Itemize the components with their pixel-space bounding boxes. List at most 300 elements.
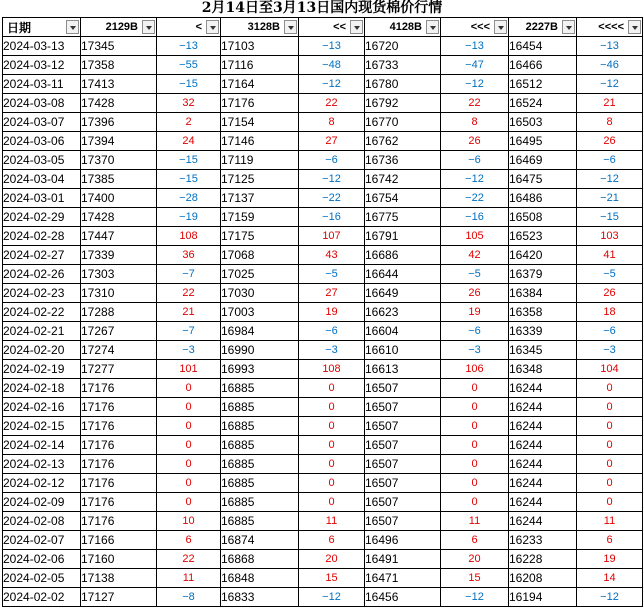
price-2227b-cell[interactable]: 16454 [509, 37, 577, 56]
change-2129b-cell[interactable]: 0 [157, 493, 221, 512]
price-2227b-cell[interactable]: 16244 [509, 379, 577, 398]
price-2227b-cell[interactable]: 16508 [509, 208, 577, 227]
price-2227b-cell[interactable]: 16244 [509, 493, 577, 512]
price-2129b-cell[interactable]: 17396 [81, 113, 157, 132]
change-2129b-cell[interactable]: 32 [157, 94, 221, 113]
change-2227b-cell[interactable]: −6 [577, 322, 643, 341]
change-2129b-cell[interactable]: 24 [157, 132, 221, 151]
price-2227b-cell[interactable]: 16194 [509, 588, 577, 607]
change-2227b-cell[interactable]: 41 [577, 246, 643, 265]
change-3128b-cell[interactable]: 27 [299, 132, 365, 151]
change-2227b-cell[interactable]: 0 [577, 398, 643, 417]
change-3128b-cell[interactable]: −6 [299, 151, 365, 170]
price-4128b-cell[interactable]: 16736 [365, 151, 441, 170]
price-2129b-cell[interactable]: 17428 [81, 94, 157, 113]
price-2227b-cell[interactable]: 16244 [509, 455, 577, 474]
price-4128b-cell[interactable]: 16613 [365, 360, 441, 379]
price-2227b-cell[interactable]: 16358 [509, 303, 577, 322]
price-3128b-cell[interactable]: 17003 [221, 303, 299, 322]
change-4128b-cell[interactable]: −5 [441, 265, 509, 284]
price-2227b-cell[interactable]: 16345 [509, 341, 577, 360]
price-2129b-cell[interactable]: 17345 [81, 37, 157, 56]
change-2129b-cell[interactable]: −13 [157, 37, 221, 56]
price-4128b-cell[interactable]: 16507 [365, 436, 441, 455]
date-cell[interactable]: 2024-02-22 [3, 303, 81, 322]
price-3128b-cell[interactable]: 16885 [221, 379, 299, 398]
change-4128b-cell[interactable]: 19 [441, 303, 509, 322]
price-4128b-cell[interactable]: 16610 [365, 341, 441, 360]
date-cell[interactable]: 2024-02-06 [3, 550, 81, 569]
date-cell[interactable]: 2024-03-11 [3, 75, 81, 94]
header-label: < [195, 21, 202, 33]
change-3128b-cell[interactable]: 8 [299, 113, 365, 132]
price-3128b-cell[interactable]: 17164 [221, 75, 299, 94]
change-3128b-cell[interactable]: 0 [299, 493, 365, 512]
price-4128b-cell[interactable]: 16686 [365, 246, 441, 265]
price-2129b-cell[interactable]: 17358 [81, 56, 157, 75]
change-2227b-cell[interactable]: 26 [577, 284, 643, 303]
change-4128b-cell[interactable]: 0 [441, 398, 509, 417]
price-3128b-cell[interactable]: 17030 [221, 284, 299, 303]
change-3128b-cell[interactable]: 20 [299, 550, 365, 569]
price-2227b-cell[interactable]: 16384 [509, 284, 577, 303]
change-3128b-cell[interactable]: 27 [299, 284, 365, 303]
date-cell[interactable]: 2024-02-18 [3, 379, 81, 398]
header-label: 2227B [525, 21, 558, 33]
change-2227b-cell[interactable]: 8 [577, 113, 643, 132]
date-cell[interactable]: 2024-03-01 [3, 189, 81, 208]
date-cell[interactable]: 2024-02-07 [3, 531, 81, 550]
price-4128b-cell[interactable]: 16507 [365, 474, 441, 493]
change-3128b-cell[interactable]: −16 [299, 208, 365, 227]
change-4128b-cell[interactable]: −3 [441, 341, 509, 360]
change-4128b-cell[interactable]: 26 [441, 132, 509, 151]
chevron-down-icon[interactable] [350, 20, 363, 34]
date-cell[interactable]: 2024-02-23 [3, 284, 81, 303]
change-2227b-cell[interactable]: 19 [577, 550, 643, 569]
change-3128b-cell[interactable]: −6 [299, 322, 365, 341]
price-4128b-cell[interactable]: 16496 [365, 531, 441, 550]
price-4128b-cell[interactable]: 16649 [365, 284, 441, 303]
date-cell[interactable]: 2024-02-16 [3, 398, 81, 417]
price-3128b-cell[interactable]: 17116 [221, 56, 299, 75]
price-2129b-cell[interactable]: 17303 [81, 265, 157, 284]
change-2227b-cell[interactable]: 18 [577, 303, 643, 322]
price-2227b-cell[interactable]: 16495 [509, 132, 577, 151]
date-cell[interactable]: 2024-02-14 [3, 436, 81, 455]
change-4128b-cell[interactable]: −47 [441, 56, 509, 75]
price-3128b-cell[interactable]: 16833 [221, 588, 299, 607]
change-2227b-cell[interactable]: 0 [577, 493, 643, 512]
change-4128b-cell[interactable]: 26 [441, 284, 509, 303]
price-2129b-cell[interactable]: 17176 [81, 493, 157, 512]
price-2129b-cell[interactable]: 17267 [81, 322, 157, 341]
price-2129b-cell[interactable]: 17447 [81, 227, 157, 246]
price-3128b-cell[interactable]: 17175 [221, 227, 299, 246]
price-2129b-cell[interactable]: 17385 [81, 170, 157, 189]
price-4128b-cell[interactable]: 16471 [365, 569, 441, 588]
price-2129b-cell[interactable]: 17176 [81, 455, 157, 474]
header-label: <<< [470, 21, 490, 33]
price-4128b-cell[interactable]: 16491 [365, 550, 441, 569]
change-2227b-cell[interactable]: −12 [577, 588, 643, 607]
price-2129b-cell[interactable]: 17160 [81, 550, 157, 569]
change-2129b-cell[interactable]: −55 [157, 56, 221, 75]
date-cell[interactable]: 2024-02-05 [3, 569, 81, 588]
change-2227b-cell[interactable]: 6 [577, 531, 643, 550]
date-cell[interactable]: 2024-02-28 [3, 227, 81, 246]
table-row [3, 151, 643, 170]
price-4128b-cell[interactable]: 16507 [365, 493, 441, 512]
date-cell[interactable]: 2024-03-06 [3, 132, 81, 151]
date-cell[interactable]: 2024-03-13 [3, 37, 81, 56]
change-3128b-cell[interactable]: −5 [299, 265, 365, 284]
price-3128b-cell[interactable]: 17146 [221, 132, 299, 151]
change-3128b-cell[interactable]: 0 [299, 417, 365, 436]
date-cell[interactable]: 2024-03-12 [3, 56, 81, 75]
change-2129b-cell[interactable]: −19 [157, 208, 221, 227]
change-4128b-cell[interactable]: 11 [441, 512, 509, 531]
price-4128b-cell[interactable]: 16720 [365, 37, 441, 56]
table-row [3, 246, 643, 265]
header-label: <<<< [598, 21, 624, 33]
change-3128b-cell[interactable]: 0 [299, 379, 365, 398]
price-4128b-cell[interactable]: 16507 [365, 379, 441, 398]
change-3128b-cell[interactable]: 19 [299, 303, 365, 322]
price-2227b-cell[interactable]: 16339 [509, 322, 577, 341]
price-3128b-cell[interactable]: 16885 [221, 512, 299, 531]
price-2227b-cell[interactable]: 16379 [509, 265, 577, 284]
date-cell[interactable]: 2024-03-04 [3, 170, 81, 189]
change-2129b-cell[interactable]: 101 [157, 360, 221, 379]
price-4128b-cell[interactable]: 16507 [365, 398, 441, 417]
price-2129b-cell[interactable]: 17370 [81, 151, 157, 170]
price-3128b-cell[interactable]: 17103 [221, 37, 299, 56]
change-3128b-cell[interactable]: −12 [299, 75, 365, 94]
date-cell[interactable]: 2024-02-26 [3, 265, 81, 284]
price-2129b-cell[interactable]: 17274 [81, 341, 157, 360]
change-2129b-cell[interactable]: 0 [157, 417, 221, 436]
change-2129b-cell[interactable]: 22 [157, 550, 221, 569]
table-row [3, 531, 643, 550]
price-3128b-cell[interactable]: 17119 [221, 151, 299, 170]
change-3128b-cell[interactable]: −12 [299, 588, 365, 607]
change-2129b-cell[interactable]: 36 [157, 246, 221, 265]
change-2129b-cell[interactable]: −15 [157, 75, 221, 94]
price-3128b-cell[interactable]: 16848 [221, 569, 299, 588]
price-2227b-cell[interactable]: 16244 [509, 436, 577, 455]
change-2227b-cell[interactable]: −12 [577, 75, 643, 94]
change-2129b-cell[interactable]: 21 [157, 303, 221, 322]
date-cell[interactable]: 2024-03-05 [3, 151, 81, 170]
date-cell[interactable]: 2024-02-19 [3, 360, 81, 379]
price-3128b-cell[interactable]: 17068 [221, 246, 299, 265]
price-2129b-cell[interactable]: 17400 [81, 189, 157, 208]
date-cell[interactable]: 2024-02-21 [3, 322, 81, 341]
price-2227b-cell[interactable]: 16228 [509, 550, 577, 569]
change-2227b-cell[interactable]: 0 [577, 417, 643, 436]
date-cell[interactable]: 2024-02-27 [3, 246, 81, 265]
price-2129b-cell[interactable]: 17310 [81, 284, 157, 303]
change-2129b-cell[interactable]: 0 [157, 455, 221, 474]
chevron-down-icon[interactable] [426, 20, 439, 34]
price-3128b-cell[interactable]: 16885 [221, 398, 299, 417]
price-2227b-cell[interactable]: 16233 [509, 531, 577, 550]
price-2227b-cell[interactable]: 16244 [509, 417, 577, 436]
price-4128b-cell[interactable]: 16792 [365, 94, 441, 113]
price-2227b-cell[interactable]: 16244 [509, 512, 577, 531]
change-2227b-cell[interactable]: 0 [577, 455, 643, 474]
change-4128b-cell[interactable]: 6 [441, 531, 509, 550]
price-4128b-cell[interactable]: 16507 [365, 455, 441, 474]
change-2129b-cell[interactable]: 2 [157, 113, 221, 132]
price-2129b-cell[interactable]: 17288 [81, 303, 157, 322]
price-2129b-cell[interactable]: 17127 [81, 588, 157, 607]
price-2227b-cell[interactable]: 16420 [509, 246, 577, 265]
change-2227b-cell[interactable]: −3 [577, 341, 643, 360]
price-2227b-cell[interactable]: 16244 [509, 474, 577, 493]
chevron-down-icon[interactable] [494, 20, 507, 34]
price-4128b-cell[interactable]: 16742 [365, 170, 441, 189]
price-2227b-cell[interactable]: 16524 [509, 94, 577, 113]
change-3128b-cell[interactable]: −48 [299, 56, 365, 75]
change-4128b-cell[interactable]: −16 [441, 208, 509, 227]
price-3128b-cell[interactable]: 17159 [221, 208, 299, 227]
change-2129b-cell[interactable]: −28 [157, 189, 221, 208]
price-2227b-cell[interactable]: 16466 [509, 56, 577, 75]
chevron-down-icon[interactable] [206, 20, 219, 34]
price-3128b-cell[interactable]: 17137 [221, 189, 299, 208]
price-2129b-cell[interactable]: 17413 [81, 75, 157, 94]
date-cell[interactable]: 2024-02-02 [3, 588, 81, 607]
change-2129b-cell[interactable]: 0 [157, 474, 221, 493]
change-3128b-cell[interactable]: 15 [299, 569, 365, 588]
chevron-down-icon[interactable] [628, 20, 641, 34]
change-4128b-cell[interactable]: 0 [441, 474, 509, 493]
change-2227b-cell[interactable]: 21 [577, 94, 643, 113]
change-4128b-cell[interactable]: 42 [441, 246, 509, 265]
price-4128b-cell[interactable]: 16780 [365, 75, 441, 94]
change-2129b-cell[interactable]: 11 [157, 569, 221, 588]
date-cell[interactable]: 2024-02-29 [3, 208, 81, 227]
price-2129b-cell[interactable]: 17428 [81, 208, 157, 227]
change-3128b-cell[interactable]: −22 [299, 189, 365, 208]
change-2129b-cell[interactable]: 108 [157, 227, 221, 246]
change-2227b-cell[interactable]: 0 [577, 474, 643, 493]
change-4128b-cell[interactable]: −13 [441, 37, 509, 56]
price-3128b-cell[interactable]: 16885 [221, 493, 299, 512]
change-3128b-cell[interactable]: 0 [299, 474, 365, 493]
header-change-1 [157, 18, 221, 37]
change-2227b-cell[interactable]: −5 [577, 265, 643, 284]
price-2227b-cell[interactable]: 16523 [509, 227, 577, 246]
price-3128b-cell[interactable]: 17125 [221, 170, 299, 189]
change-2129b-cell[interactable]: −15 [157, 151, 221, 170]
change-2227b-cell[interactable]: −46 [577, 56, 643, 75]
price-4128b-cell[interactable]: 16507 [365, 417, 441, 436]
change-2227b-cell[interactable]: 0 [577, 436, 643, 455]
price-2227b-cell[interactable]: 16512 [509, 75, 577, 94]
table-row [3, 113, 643, 132]
date-cell[interactable]: 2024-02-13 [3, 455, 81, 474]
table-row [3, 398, 643, 417]
price-2227b-cell[interactable]: 16503 [509, 113, 577, 132]
price-2227b-cell[interactable]: 16475 [509, 170, 577, 189]
price-3128b-cell[interactable]: 17154 [221, 113, 299, 132]
change-3128b-cell[interactable]: −3 [299, 341, 365, 360]
change-3128b-cell[interactable]: 11 [299, 512, 365, 531]
price-4128b-cell[interactable]: 16733 [365, 56, 441, 75]
price-3128b-cell[interactable]: 16885 [221, 436, 299, 455]
change-4128b-cell[interactable]: −22 [441, 189, 509, 208]
price-4128b-cell[interactable]: 16762 [365, 132, 441, 151]
change-4128b-cell[interactable]: 0 [441, 493, 509, 512]
change-4128b-cell[interactable]: 106 [441, 360, 509, 379]
change-3128b-cell[interactable]: 6 [299, 531, 365, 550]
price-3128b-cell[interactable]: 16990 [221, 341, 299, 360]
price-2227b-cell[interactable]: 16469 [509, 151, 577, 170]
price-2129b-cell[interactable]: 17176 [81, 398, 157, 417]
header-label: 3128B [247, 21, 280, 33]
change-3128b-cell[interactable]: 108 [299, 360, 365, 379]
date-cell[interactable]: 2024-03-08 [3, 94, 81, 113]
change-2129b-cell[interactable]: 10 [157, 512, 221, 531]
change-2227b-cell[interactable]: −15 [577, 208, 643, 227]
price-4128b-cell[interactable]: 16456 [365, 588, 441, 607]
change-2129b-cell[interactable]: 6 [157, 531, 221, 550]
price-3128b-cell[interactable]: 16868 [221, 550, 299, 569]
header-4128b [365, 18, 441, 37]
price-2129b-cell[interactable]: 17176 [81, 512, 157, 531]
price-2129b-cell[interactable]: 17176 [81, 417, 157, 436]
price-4128b-cell[interactable]: 16507 [365, 512, 441, 531]
change-4128b-cell[interactable]: −6 [441, 322, 509, 341]
price-2129b-cell[interactable]: 17166 [81, 531, 157, 550]
change-2227b-cell[interactable]: 14 [577, 569, 643, 588]
table-row [3, 208, 643, 227]
table-row [3, 303, 643, 322]
change-3128b-cell[interactable]: −12 [299, 170, 365, 189]
date-cell[interactable]: 2024-02-20 [3, 341, 81, 360]
date-cell[interactable]: 2024-02-15 [3, 417, 81, 436]
table-row [3, 512, 643, 531]
price-3128b-cell[interactable]: 16885 [221, 474, 299, 493]
date-cell[interactable]: 2024-02-08 [3, 512, 81, 531]
table-row [3, 94, 643, 113]
price-3128b-cell[interactable]: 16984 [221, 322, 299, 341]
change-2129b-cell[interactable]: 0 [157, 436, 221, 455]
change-2129b-cell[interactable]: 22 [157, 284, 221, 303]
price-2129b-cell[interactable]: 17394 [81, 132, 157, 151]
change-2227b-cell[interactable]: 104 [577, 360, 643, 379]
chevron-down-icon[interactable] [66, 20, 79, 34]
table-row [3, 588, 643, 607]
price-2129b-cell[interactable]: 17176 [81, 474, 157, 493]
change-2129b-cell[interactable]: −8 [157, 588, 221, 607]
price-3128b-cell[interactable]: 16885 [221, 417, 299, 436]
table-row [3, 417, 643, 436]
price-4128b-cell[interactable]: 16770 [365, 113, 441, 132]
price-4128b-cell[interactable]: 16644 [365, 265, 441, 284]
price-3128b-cell[interactable]: 16874 [221, 531, 299, 550]
change-4128b-cell[interactable]: 20 [441, 550, 509, 569]
change-4128b-cell[interactable]: 15 [441, 569, 509, 588]
change-2227b-cell[interactable]: 103 [577, 227, 643, 246]
table-row [3, 170, 643, 189]
price-4128b-cell[interactable]: 16791 [365, 227, 441, 246]
change-4128b-cell[interactable]: 0 [441, 436, 509, 455]
price-2129b-cell[interactable]: 17176 [81, 436, 157, 455]
price-4128b-cell[interactable]: 16775 [365, 208, 441, 227]
change-2227b-cell[interactable]: 0 [577, 379, 643, 398]
change-3128b-cell[interactable]: 0 [299, 455, 365, 474]
change-2227b-cell[interactable]: −6 [577, 151, 643, 170]
price-2227b-cell[interactable]: 16348 [509, 360, 577, 379]
change-4128b-cell[interactable]: −12 [441, 170, 509, 189]
change-2129b-cell[interactable]: −7 [157, 265, 221, 284]
change-2227b-cell[interactable]: −12 [577, 170, 643, 189]
change-4128b-cell[interactable]: 0 [441, 379, 509, 398]
price-2227b-cell[interactable]: 16486 [509, 189, 577, 208]
change-3128b-cell[interactable]: −13 [299, 37, 365, 56]
change-4128b-cell[interactable]: −12 [441, 75, 509, 94]
change-4128b-cell[interactable]: 22 [441, 94, 509, 113]
change-3128b-cell[interactable]: 22 [299, 94, 365, 113]
price-3128b-cell[interactable]: 17025 [221, 265, 299, 284]
price-2129b-cell[interactable]: 17138 [81, 569, 157, 588]
price-4128b-cell[interactable]: 16623 [365, 303, 441, 322]
price-3128b-cell[interactable]: 16993 [221, 360, 299, 379]
change-2227b-cell[interactable]: 11 [577, 512, 643, 531]
change-2227b-cell[interactable]: 26 [577, 132, 643, 151]
price-2129b-cell[interactable]: 17277 [81, 360, 157, 379]
change-2227b-cell[interactable]: −13 [577, 37, 643, 56]
table-row [3, 341, 643, 360]
price-3128b-cell[interactable]: 17176 [221, 94, 299, 113]
price-2129b-cell[interactable]: 17176 [81, 379, 157, 398]
date-cell[interactable]: 2024-03-07 [3, 113, 81, 132]
change-4128b-cell[interactable]: −12 [441, 588, 509, 607]
change-2129b-cell[interactable]: 0 [157, 398, 221, 417]
change-4128b-cell[interactable]: 105 [441, 227, 509, 246]
sheet-title: 2月14日至3月13日国内现货棉价行情 [201, 0, 443, 16]
chevron-down-icon[interactable] [562, 20, 575, 34]
change-3128b-cell[interactable]: 107 [299, 227, 365, 246]
change-2129b-cell[interactable]: −3 [157, 341, 221, 360]
date-cell[interactable]: 2024-02-09 [3, 493, 81, 512]
price-4128b-cell[interactable]: 16754 [365, 189, 441, 208]
change-4128b-cell[interactable]: 8 [441, 113, 509, 132]
price-3128b-cell[interactable]: 16885 [221, 455, 299, 474]
price-2227b-cell[interactable]: 16244 [509, 398, 577, 417]
change-2129b-cell[interactable]: −15 [157, 170, 221, 189]
price-2129b-cell[interactable]: 17339 [81, 246, 157, 265]
change-3128b-cell[interactable]: 0 [299, 398, 365, 417]
price-4128b-cell[interactable]: 16604 [365, 322, 441, 341]
change-3128b-cell[interactable]: 43 [299, 246, 365, 265]
change-4128b-cell[interactable]: −6 [441, 151, 509, 170]
price-2227b-cell[interactable]: 16208 [509, 569, 577, 588]
change-4128b-cell[interactable]: 0 [441, 455, 509, 474]
chevron-down-icon[interactable] [142, 20, 155, 34]
change-2129b-cell[interactable]: −7 [157, 322, 221, 341]
chevron-down-icon[interactable] [284, 20, 297, 34]
change-3128b-cell[interactable]: 0 [299, 436, 365, 455]
change-4128b-cell[interactable]: 0 [441, 417, 509, 436]
change-2129b-cell[interactable]: 0 [157, 379, 221, 398]
change-2227b-cell[interactable]: −21 [577, 189, 643, 208]
date-cell[interactable]: 2024-02-12 [3, 474, 81, 493]
